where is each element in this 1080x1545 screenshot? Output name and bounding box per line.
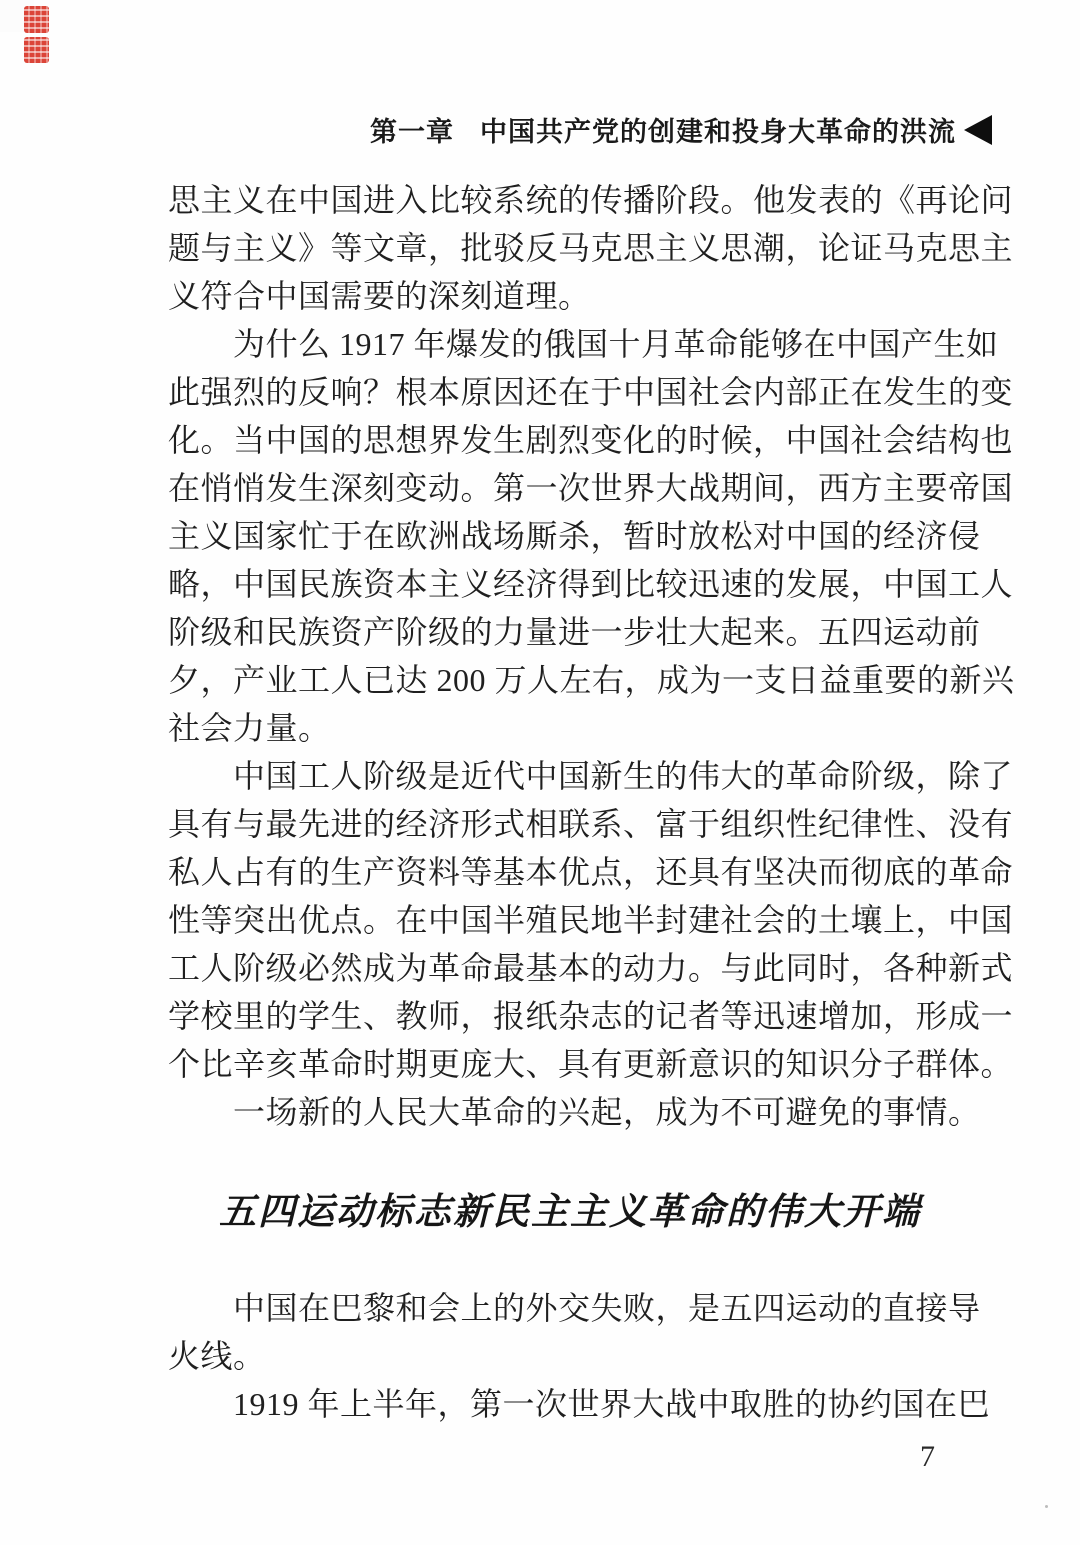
running-header: [0, 110, 992, 149]
text-line: 阶级和民族资产阶级的力量进一步壮大起来。五四运动前: [168, 614, 981, 650]
chapter-number: 第一章: [370, 117, 454, 147]
section-heading: 五四运动标志新民主主义革命的伟大开端: [219, 1192, 921, 1233]
text-line: 略，中国民族资本主义经济得到比较迅速的发展，中国工人: [168, 566, 1014, 602]
text-line: 1919 年上半年，第一次世界大战中取胜的协约国在巴: [233, 1386, 991, 1422]
text-line: 个比辛亥革命时期更庞大、具有更新意识的知识分子群体。: [168, 1046, 1014, 1082]
text-line: 社会力量。: [168, 710, 331, 746]
text-line: 化。当中国的思想界发生剧烈变化的时候，中国社会结构也: [168, 422, 1014, 458]
paragraph-group-before-heading: [168, 176, 1015, 1136]
page-body: [168, 176, 1015, 1428]
red-stamp-texture: [24, 6, 49, 33]
text-line: 具有与最先进的经济形式相联系、富于组织性纪律性、没有: [168, 806, 1014, 842]
text-line: 火线。: [168, 1338, 266, 1374]
text-line: 中国在巴黎和会上的外交失败，是五四运动的直接导: [233, 1290, 981, 1326]
text-line: 主义国家忙于在欧洲战场厮杀，暂时放松对中国的经济侵: [168, 518, 981, 554]
text-line: 义符合中国需要的深刻道理。: [168, 278, 591, 314]
text-line: 学校里的学生、教师，报纸杂志的记者等迅速增加，形成一: [168, 998, 1014, 1034]
text-line: 在悄悄发生深刻变动。第一次世界大战期间，西方主要帝国: [168, 470, 1014, 506]
text-line: 一场新的人民大革命的兴起，成为不可避免的事情。: [233, 1094, 981, 1130]
text-line: 夕，产业工人已达 200 万人左右，成为一支日益重要的新兴: [168, 662, 1015, 698]
text-line: 性等突出优点。在中国半殖民地半封建社会的土壤上，中国: [168, 902, 1014, 938]
text-line: 此强烈的反响？根本原因还在于中国社会内部正在发生的变: [168, 374, 1014, 410]
left-triangle-icon: [964, 115, 992, 145]
text-line: 中国工人阶级是近代中国新生的伟大的革命阶级，除了: [233, 758, 1014, 794]
text-line: 工人阶级必然成为革命最基本的动力。与此同时，各种新式: [168, 950, 1014, 986]
red-stamp-texture: [24, 37, 49, 63]
red-stamp-icon: [24, 37, 49, 63]
page-number: 7: [920, 1440, 936, 1473]
red-stamp-icon: [24, 6, 49, 33]
scan-speck: [1045, 1505, 1048, 1508]
text-line: 思主义在中国进入比较系统的传播阶段。他发表的《再论问: [168, 182, 1014, 218]
text-line: 私人占有的生产资料等基本优点，还具有坚决而彻底的革命: [168, 854, 1014, 890]
paragraph-group-after-heading: [168, 1284, 991, 1428]
text-line: 为什么 1917 年爆发的俄国十月革命能够在中国产生如: [233, 326, 999, 362]
chapter-title: 中国共产党的创建和投身大革命的洪流: [480, 117, 956, 147]
text-line: 题与主义》等文章，批驳反马克思主义思潮，论证马克思主: [168, 230, 1014, 266]
